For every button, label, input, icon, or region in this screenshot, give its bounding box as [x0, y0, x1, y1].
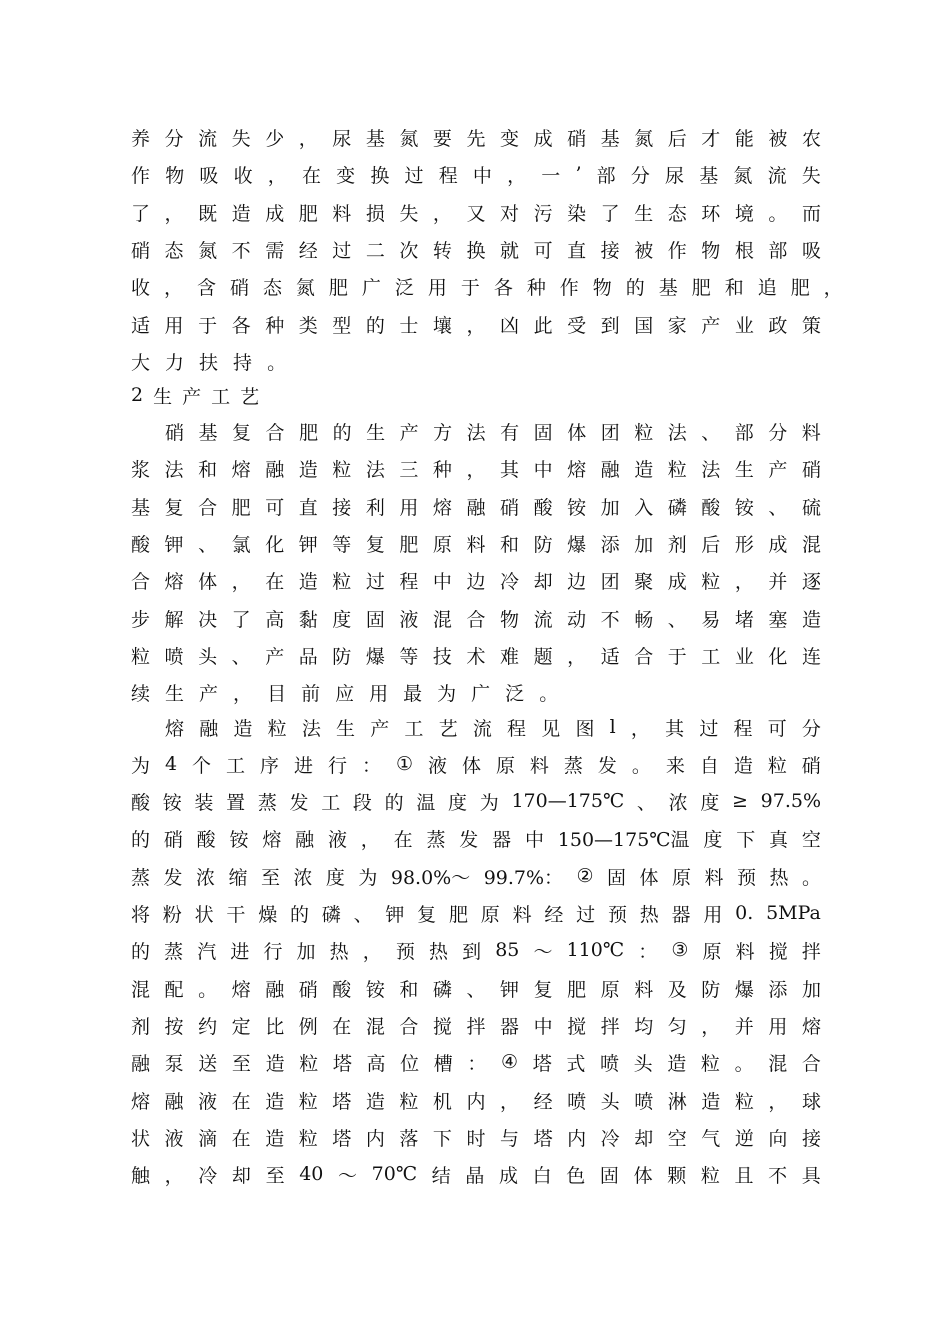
- text-line: 剂 按 约 定 比 例 在 混 合 搅 拌 器 中 搅 拌 均 匀 ， 并 用 熔: [131, 1015, 821, 1038]
- text-line: 浆 法 和 熔 融 造 粒 法 三 种 ， 其 中 熔 融 造 粒 法 生 产 硝: [131, 458, 821, 481]
- text-line: 步 解 决 了 高 黏 度 固 液 混 合 物 流 动 不 畅 、 易 堵 塞 造: [131, 608, 821, 631]
- section-heading: 2 生 产 工 艺: [131, 384, 260, 408]
- text-line: 大 力 扶 持 。: [131, 351, 287, 374]
- text-line: 合 熔 体 ， 在 造 粒 过 程 中 边 冷 却 边 团 聚 成 粒 ， 并 逐: [131, 570, 821, 593]
- text-line: 酸 铵 装 置 蒸 发 工 段 的 温 度 为 170—175℃ 、 浓 度 ≥ 97.5%: [131, 790, 821, 814]
- paragraph-first-line: 硝 基 复 合 肥 的 生 产 方 法 有 固 体 团 粒 法 、 部 分 料: [165, 421, 821, 444]
- text-line: 的 硝 酸 铵 熔 融 液 ， 在 蒸 发 器 中 150—175℃温 度 下 真 空: [131, 828, 821, 851]
- text-line: 为 4 个 工 序 进 行 ： ① 液 体 原 料 蒸 发 。 来 自 造 粒 硝: [131, 753, 821, 777]
- text-line: 触 ， 冷 却 至 40 ～ 70℃ 结 晶 成 白 色 固 体 颗 粒 且 不 具: [131, 1163, 821, 1187]
- text-line: 粒 喷 头 、 产 品 防 爆 等 技 术 难 题 ， 适 合 于 工 业 化 连: [131, 645, 821, 668]
- text-line: 蒸 发 浓 缩 至 浓 度 为 98.0%～ 99.7%： ② 固 体 原 料 预 热 。: [131, 865, 821, 889]
- text-line: 养 分 流 失 少 ， 尿 基 氮 要 先 变 成 硝 基 氮 后 才 能 被 农: [131, 127, 821, 150]
- text-line: 将 粉 状 干 燥 的 磷 、 钾 复 肥 原 料 经 过 预 热 器 用 0. 5MPa: [131, 902, 821, 926]
- text-line: 续 生 产 ， 目 前 应 用 最 为 广 泛 。: [131, 682, 559, 705]
- text-line: 的 蒸 汽 进 行 加 热 ， 预 热 到 85 ～ 110℃ ： ③ 原 料 搅 拌: [131, 939, 821, 963]
- text-line: 作 物 吸 收 ， 在 变 换 过 程 中 ， 一 ’ 部 分 尿 基 氮 流 失: [131, 163, 821, 187]
- text-line: 状 液 滴 在 造 粒 塔 内 落 下 时 与 塔 内 冷 却 空 气 逆 向 接: [131, 1127, 821, 1150]
- text-line: 酸 钾 、 氯 化 钾 等 复 肥 原 料 和 防 爆 添 加 剂 后 形 成 混: [131, 533, 821, 556]
- text-line: 融 泵 送 至 造 粒 塔 高 位 槽 ： ④ 塔 式 喷 头 造 粒 。 混 合: [131, 1051, 821, 1075]
- text-line: 硝 态 氮 不 需 经 过 二 次 转 换 就 可 直 接 被 作 物 根 部 吸: [131, 239, 821, 262]
- text-line: 适 用 于 各 种 类 型 的 士 壤 ， 凶 此 受 到 国 家 产 业 政 策: [131, 314, 821, 337]
- text-line: 混 配 。 熔 融 硝 酸 铵 和 磷 、 钾 复 肥 原 料 及 防 爆 添 加: [131, 978, 821, 1001]
- text-line: 基 复 合 肥 可 直 接 利 用 熔 融 硝 酸 铵 加 入 磷 酸 铵 、 硫: [131, 496, 821, 519]
- paragraph-first-line: 熔 融 造 粒 法 生 产 工 艺 流 程 见 图 l ， 其 过 程 可 分: [165, 716, 821, 740]
- text-line: 收 ， 含 硝 态 氮 肥 广 泛 用 于 各 种 作 物 的 基 肥 和 追 肥 ，: [131, 276, 843, 299]
- text-line: 熔 融 液 在 造 粒 塔 造 粒 机 内 ， 经 喷 头 喷 淋 造 粒 ， 球: [131, 1090, 821, 1113]
- text-line: 了 ， 既 造 成 肥 料 损 失 ， 又 对 污 染 了 生 态 环 境 。 而: [131, 202, 821, 225]
